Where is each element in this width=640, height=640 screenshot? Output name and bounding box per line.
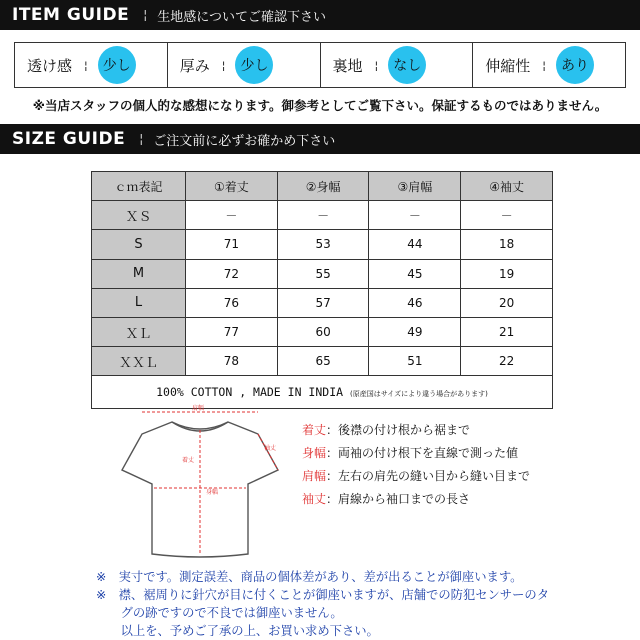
table-cell: 71 [186,230,278,259]
legend-desc: ：後襟の付け根から裾まで [326,423,471,437]
measurement-legend [302,420,530,512]
size-label: M [92,259,186,288]
item-guide-bar [0,0,640,30]
size-guide-subtitle: ご注文前に必ずお確かめ下さい [153,133,336,149]
feel-separator: ¦ [374,58,379,72]
legend-row-length [302,420,530,443]
item-guide-title: ITEM GUIDE [12,5,130,25]
size-guide-bar [0,124,640,154]
table-cell: 46 [369,288,461,317]
size-guide-separator: ¦ [139,132,144,146]
size-label: L [92,288,186,317]
table-row [92,288,553,317]
sleeve-label: 袖丈 [264,445,277,452]
table-cell: 57 [277,288,369,317]
note-line: ※ 襟、裾周りに針穴が目に付くことが御座いますが、店舗での防犯センサーのタ [96,588,549,602]
feel-separator: ¦ [542,58,546,72]
table-cell: 19 [461,259,553,288]
header-cell: ③肩幅 [369,172,461,201]
length-label: 着丈 [182,457,195,464]
legend-key: 着丈 [302,423,327,437]
table-cell: 44 [369,230,461,259]
table-row [92,230,553,259]
table-cell: － [277,201,369,230]
legend-desc: ：左右の肩先の縫い目から縫い目まで [326,469,531,483]
table-cell: 77 [186,317,278,346]
origin-footnote: (原産国はサイズにより違う場合があります) [349,390,488,399]
legend-row-sleeve [302,489,530,512]
feel-badge: あり [556,46,594,84]
table-cell: 65 [277,347,369,376]
table-cell: 21 [461,317,553,346]
table-cell: － [369,201,461,230]
feel-label: 透け感 [27,56,73,75]
item-guide-subtitle: 生地感についてご確認下さい [157,9,326,25]
table-cell: 76 [186,288,278,317]
table-row [92,259,553,288]
legend-key: 肩幅 [302,469,327,483]
feel-badge: 少し [98,46,136,84]
table-cell: 53 [277,230,369,259]
table-cell: 60 [277,317,369,346]
table-row [92,317,553,346]
size-table [91,171,553,409]
table-cell: 22 [461,347,553,376]
feel-label: 厚み [179,56,210,75]
feel-separator: ¦ [84,58,88,72]
feel-cell-lining [321,43,474,87]
feel-badge: 少し [235,46,273,84]
note-line: ※ 実寸です。測定誤差、商品の個体差があり、差が出ることが御座います。 [96,570,523,584]
shoulder-label: 肩幅 [192,405,205,412]
size-guide-title: SIZE GUIDE [12,129,126,149]
header-cell: ②身幅 [277,172,369,201]
header-cell: ①着丈 [186,172,278,201]
legend-desc: ：両袖の付け根下を直線で測った値 [326,446,519,460]
feel-cell-thickness [168,43,321,87]
feel-separator: ¦ [221,58,226,72]
legend-row-shoulder [302,466,530,489]
legend-key: 身幅 [302,446,327,460]
legend-key: 袖丈 [302,492,327,506]
table-cell: 49 [369,317,461,346]
fabric-feel-panel [14,42,626,88]
tshirt-diagram [112,404,288,564]
table-cell: 78 [186,347,278,376]
header-cell: ④袖丈 [461,172,553,201]
feel-label: 裏地 [332,56,363,75]
note-line: 以上を、予めご了承の上、お買い求め下さい。 [96,624,379,638]
feel-cell-transparency [15,43,168,87]
table-row [92,201,553,230]
table-cell: 55 [277,259,369,288]
table-cell: － [461,201,553,230]
disclaimer-notes [96,568,549,640]
table-cell: － [186,201,278,230]
table-cell: 20 [461,288,553,317]
material-origin: 100% COTTON , MADE IN INDIA [156,385,344,400]
feel-label: 伸縮性 [485,56,531,75]
item-guide-separator: ¦ [143,8,148,22]
feel-cell-stretch [473,43,625,87]
table-row [92,347,553,376]
feel-note: ※当店スタッフの個人的な感想になります。御参考としてご覧下さい。保証するものではありません。 [32,98,608,113]
width-label: 身幅 [206,489,219,496]
table-cell: 51 [369,347,461,376]
note-line: グの跡ですので不良では御座いません。 [96,606,343,620]
table-cell: 45 [369,259,461,288]
feel-badge: なし [388,46,426,84]
size-label: ＸＳ [92,201,186,230]
table-cell: 72 [186,259,278,288]
legend-desc: ：肩線から袖口までの長さ [326,492,471,506]
legend-row-width [302,443,530,466]
size-label: ＸＸＬ [92,347,186,376]
table-cell: 18 [461,230,553,259]
size-label: ＸＬ [92,317,186,346]
size-label: S [92,230,186,259]
table-header-row [92,172,553,201]
header-cell: ｃｍ表記 [92,172,186,201]
